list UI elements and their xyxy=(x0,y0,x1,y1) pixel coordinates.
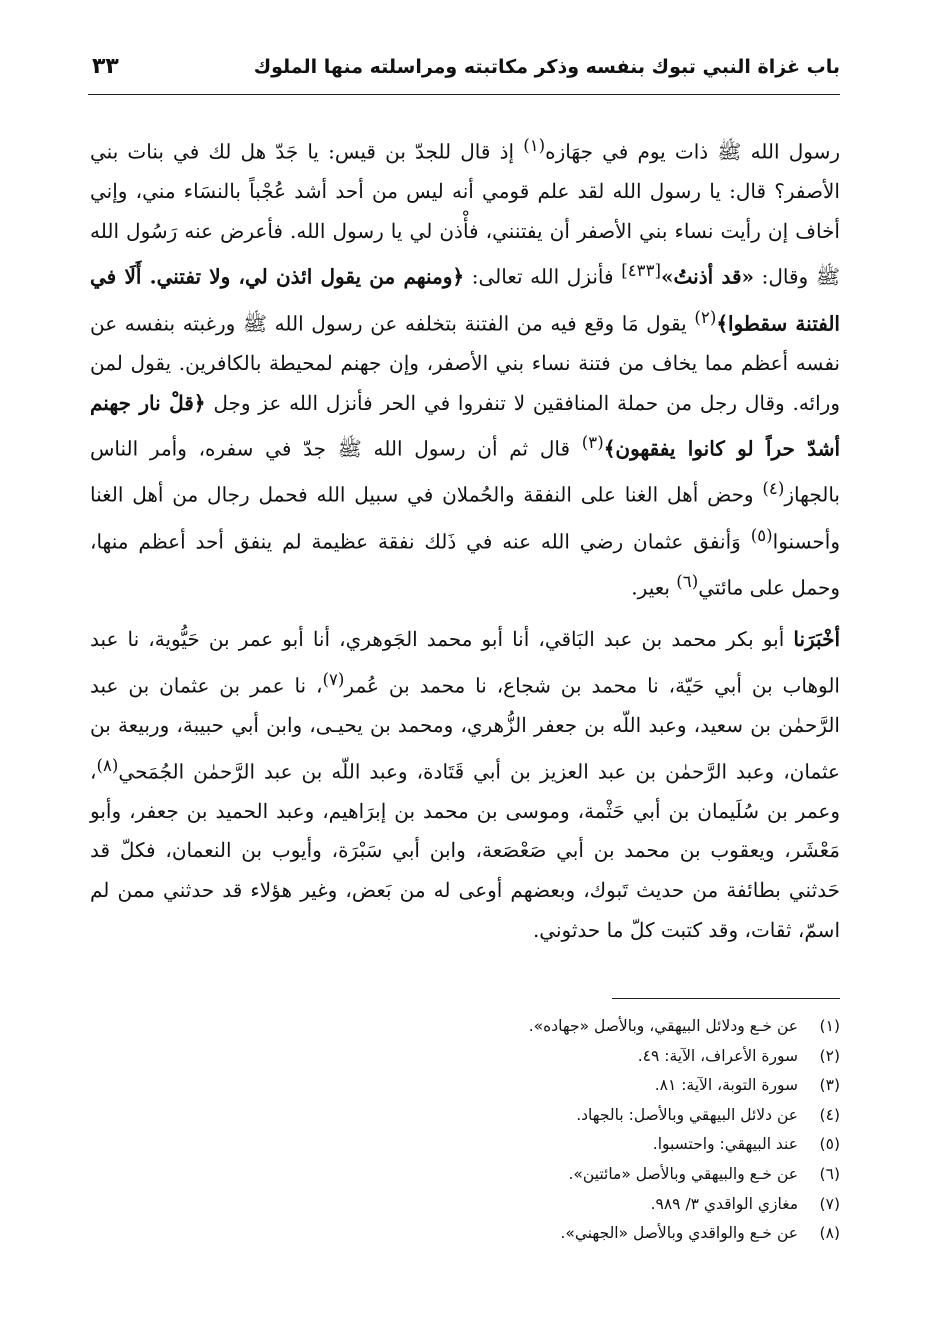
text-run: فأنزل الله تعالى: xyxy=(464,265,622,290)
footnote-text: عند البيهقي: واحتسبوا. xyxy=(652,1135,798,1154)
footnote-number: (٨) xyxy=(819,1224,840,1243)
text-run: وَأنفق عثمان رضي الله عنه في ذَلك نفقة عظيمة لم ينفق أحد أعظم منها، وحمل على مائتي xyxy=(90,529,840,600)
footnote-item xyxy=(300,1042,840,1072)
footnote-text: سورة التوبة، الآية: ٨١. xyxy=(654,1076,798,1095)
page-header xyxy=(88,48,840,92)
footnotes xyxy=(300,1012,840,1249)
text-run: وحض أهل الغنا على النفقة والحُملان في سبيل الله فحمل رجال من أهل الغنا وأحسنوا xyxy=(90,483,840,554)
quran-verse-1: ﴿ومنهم من يقول ائذن لي، ولا تفتني. أَلَا في الفتنة سقطوا﴾ xyxy=(90,265,840,336)
footnote-ref-1: (١) xyxy=(523,136,546,155)
footnote-number: (٢) xyxy=(819,1046,840,1065)
footnote-item xyxy=(300,1130,840,1160)
footnote-ref-2: (٢) xyxy=(694,307,717,327)
footnote-number: (٧) xyxy=(819,1194,840,1213)
quran-verse-2: ﴿قلْ نار جهنم أشدّ حراً لو كانوا يفقهون﴾ xyxy=(90,390,841,461)
text-run: بعير. xyxy=(631,575,677,600)
footnote-text: عن خـع والبيهقي وبالأصل «مائتين». xyxy=(568,1164,798,1183)
footnote-number: (٥) xyxy=(819,1135,840,1154)
paragraph-1 xyxy=(90,126,840,608)
footnote-ref-6: (٦) xyxy=(676,571,699,591)
footnote-number: (٦) xyxy=(819,1164,840,1183)
footnote-text: سورة الأعراف، الآية: ٤٩. xyxy=(637,1046,798,1065)
footnote-item xyxy=(300,1071,840,1101)
footnote-text: مغازي الواقدي ٣/ ٩٨٩. xyxy=(650,1194,798,1213)
text-run: إذ قال للجدّ بن قيس: يا جَدّ هل لك في بنات بني الأصفر؟ قال: يا رسول الله لقد علم قومي أنه ليس من أحد أشد عُجْباً بالنسَاء مني، وإني أخاف إن رأيت نساء بني الأصفر أن يفتنني، فأْذن لي يا رسول الله. فأعرض عنه رَسُول الله ﷺ وقال: xyxy=(90,139,840,290)
footnote-item xyxy=(300,1012,840,1042)
isnad-opening: أخْبَرَنا xyxy=(793,627,840,652)
footnote-ref-8: (٨) xyxy=(96,755,119,775)
text-run: ، نا عمر بن عثمان بن عبد الرَّحمٰن بن سعيد، وعبد اللّه بن جعفر الزُّهري، ومحمد بن يحيـى، وابن أبي حبيبة، وربيعة بن عثمان، وعبد الرَّحمٰن بن عبد العزيز بن أبي قَتَادة، وعبد اللّه بن عبد الرَّحمٰن الجُمَحي xyxy=(90,673,840,784)
footnote-ref-7: (٧) xyxy=(322,669,345,689)
footnote-ref-4: (٤) xyxy=(762,479,785,499)
footnote-text: عن خـع ودلائل البيهقي، وبالأصل «جهاده». xyxy=(528,1017,798,1035)
footnote-number: (٣) xyxy=(819,1076,840,1095)
footnote-ref-3: (٣) xyxy=(581,433,604,453)
text-run: قال ثم أن رسول الله ﷺ جدّ في سفره، وأمر الناس بالجهاز xyxy=(90,436,840,508)
main-text xyxy=(90,126,840,950)
footnote-item xyxy=(300,1160,840,1190)
text-run: ، وعمر بن سُلَيمان بن أبي حَثْمة، وموسى بن محمد بن إبرَاهيم، وعبد الحميد بن جعفر، وأبو مَعْشَر، ويعقوب بن محمد بن أبي صَعْصَعة، وابن أبي سَبْرَة، وأيوب بن النعمان، فكلّ قد حَدثني بطائفة من حديث تَبوك، وبعضهم أوعى له من بَعض، وغير هؤلاء قد حدثني ممن لم اسمّ، ثقات، وقد كتبت كلّ ما حدثوني. xyxy=(90,759,840,942)
footnote-ref-5: (٥) xyxy=(750,525,773,545)
text-run: رسول الله ﷺ ذات يوم في جهَازه xyxy=(545,139,840,164)
footnote-text: عن خـع والواقدي وبالأصل «الجهني». xyxy=(560,1224,798,1243)
text-run: يقول مَا وقع فيه من الفتنة بتخلفه عن رسول الله ﷺ ورغبته بنفسه عن نفسه أعظم مما يخاف من فتنة نساء بني الأصفر، وإن جهنم لمحيطة بالكافرين. يقول لمن ورائه. وقال رجل من حملة المنافقين لا تنفروا في الحر فأنزل الله عز وجل xyxy=(90,311,840,415)
page-number: ٣٣ xyxy=(92,54,119,79)
footnote-divider xyxy=(612,998,840,999)
footnote-text: عن دلائل البيهقي وبالأصل: بالجهاد. xyxy=(576,1105,798,1124)
manuscript-page-ref: [٤٣٣] xyxy=(621,261,662,281)
text-run: أبو بكر محمد بن عبد البَاقي، أنا أبو محمد الجَوهري، أنا أبو عمر بن حَيُّوية، نا عبد الوهاب بن أبي حَيّة، نا محمد بن شجاع، نا محمد بن عُمر xyxy=(90,627,840,698)
footnote-number: (١) xyxy=(819,1017,840,1035)
footnote-number: (٤) xyxy=(819,1105,840,1124)
hadith-quote: «قد أذنتُ» xyxy=(661,265,754,290)
running-title: باب غزاة النبي تبوك بنفسه وذكر مكاتبته ومراسلته منها الملوك xyxy=(253,56,840,78)
header-divider xyxy=(88,94,840,95)
footnote-item xyxy=(300,1190,840,1220)
footnote-item xyxy=(300,1101,840,1131)
paragraph-2 xyxy=(90,620,840,950)
footnote-item xyxy=(300,1219,840,1249)
